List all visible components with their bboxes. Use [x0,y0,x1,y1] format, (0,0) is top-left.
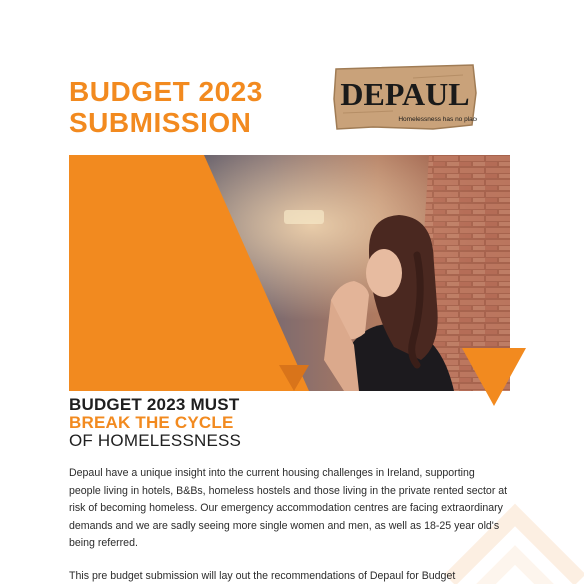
headline-line-3: OF HOMELESSNESS [69,431,242,450]
orange-triangle-decoration [462,348,526,411]
hero-image [69,155,510,391]
depaul-logo [333,63,477,131]
intro-paragraph: Depaul have a unique insight into the current housing challenges in Ireland, supporting people living in hotels, B&Bs, homeless hostels and those living in the private rented sector at risk of becoming homeless. Our emergency accommodation centres are facing extraordinary demands and we are sadly seeing more single women and men, as well as 18-25 year old's being referred. [69,467,508,549]
document-title [69,76,263,138]
title-line-1: BUDGET 2023 [69,76,263,107]
title-line-2: SUBMISSION [69,107,252,138]
headline-line-1: BUDGET 2023 MUST [69,395,240,414]
headline-line-2: BREAK THE CYCLE [69,413,234,432]
submission-paragraph: This pre budget submission will lay out the recommendations of Depaul for Budget [69,570,456,582]
section-headline [69,396,241,450]
logo-tagline: Homelessness has no place [398,116,477,123]
logo-wordmark: DEPAUL [340,76,470,112]
